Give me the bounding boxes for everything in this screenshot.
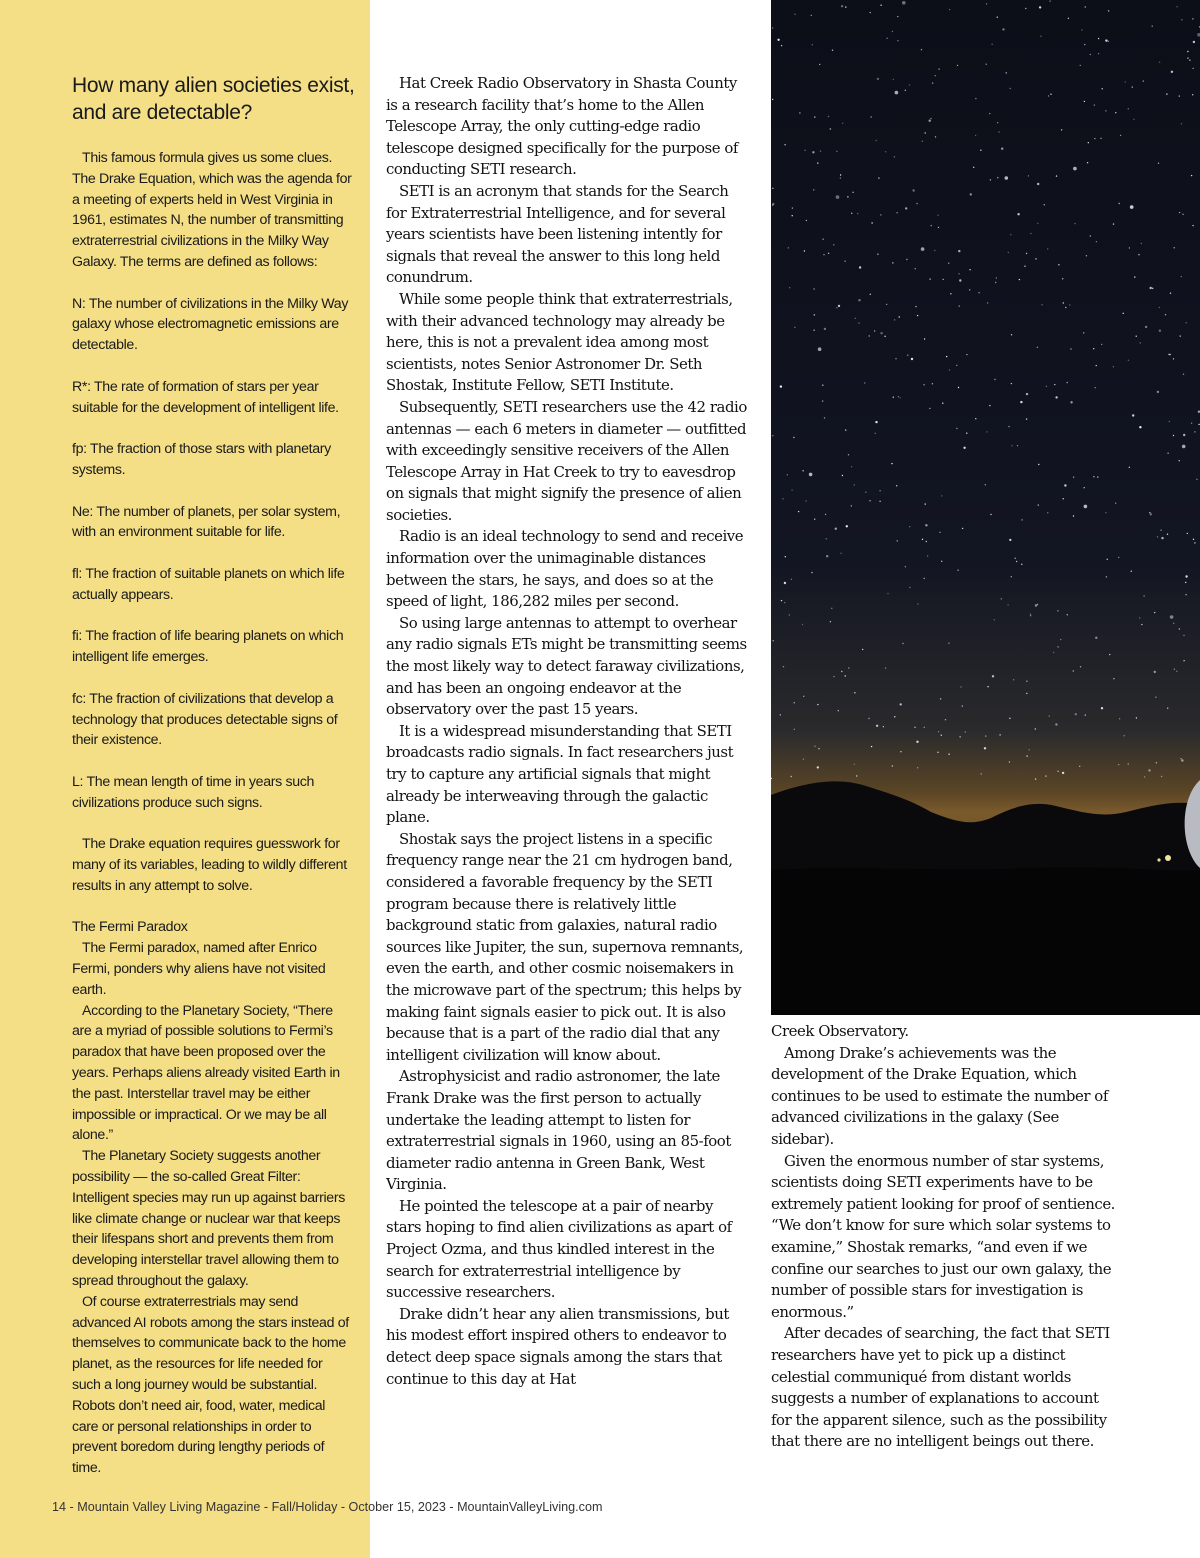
sidebar-body xyxy=(72,148,352,1479)
term-fc: fc: The fraction of civilizations that develop a technology that produces detectable signs of their existence. xyxy=(72,690,338,749)
night-sky-photo xyxy=(771,0,1200,1015)
fermi-heading: The Fermi Paradox xyxy=(72,919,188,936)
sidebar-title: How many alien societies exist, and are detectable? xyxy=(72,74,355,124)
article-paragraph: Radio is an ideal technology to send and receive information over the unimaginable distances between the stars, he says, and does so at the speed of light, 186,282 miles per second. xyxy=(386,527,744,611)
article-paragraph: Creek Observatory. xyxy=(771,1022,909,1040)
article-paragraph: Shostak says the project listens in a specific frequency range near the 21 cm hydrogen band, considered a favorable frequency by the SETI program because there is relatively little background static from galaxies, natural radio sources like Jupiter, the sun, supernova remnants, even the earth, and other cosmic noisemakers in the microwave part of the spectrum; this helps by making faint signals easier to pick out. It is also because that is a part of the radio dial that any intelligent civilization will know about. xyxy=(386,829,744,1064)
article-paragraph: Drake didn’t hear any alien transmissions, but his modest effort inspired others to endeavor to detect deep space signals among the stars that continue to this day at Hat xyxy=(386,1304,729,1388)
term-fl: fl: The fraction of suitable planets on which life actually appears. xyxy=(72,565,345,603)
article-paragraph: It is a widespread misunderstanding that SETI broadcasts radio signals. In fact researchers just try to capture any artificial signals that might already be interweaving through the galactic plane. xyxy=(386,721,734,827)
article-paragraph: After decades of searching, the fact that SETI researchers have yet to pick up a distinct celestial communiqué from distant worlds suggests a number of explanations to account for the apparent silence, such as the possibility that there are no intelligent beings out there. xyxy=(771,1324,1110,1451)
sidebar-intro: This famous formula gives us some clues. The Drake Equation, which was the agenda for a meeting of experts held in West Virginia in 1961, estimates N, the number of transmitting extraterrestrial civilizations in the Milky Way Galaxy. The terms are defined as follows: xyxy=(72,150,352,270)
term-n: N: The number of civilizations in the Milky Way galaxy whose electromagnetic emissions are detectable. xyxy=(72,295,349,354)
fermi-paragraph: The Fermi paradox, named after Enrico Fermi, ponders why aliens have not visited earth. xyxy=(72,940,326,998)
term-fp: fp: The fraction of those stars with planetary systems. xyxy=(72,441,331,478)
article-paragraph: He pointed the telescope at a pair of nearby stars hoping to find alien civilizations as apart of Project Ozma, and thus kindled interest in the search for extraterrestrial intelligence by successive researchers. xyxy=(386,1196,732,1302)
term-l: L: The mean length of time in years such civilizations produce such signs. xyxy=(72,773,315,811)
page-footer: 14 - Mountain Valley Living Magazine - Fall/Holiday - October 15, 2023 - MountainValleyLiving.com xyxy=(52,1500,603,1514)
article-paragraph: While some people think that extraterrestrials, with their advanced technology may already be here, this is not a prevalent idea among most scientists, notes Senior Astronomer Dr. Seth Shostak, Institute Fellow, SETI Institute. xyxy=(386,289,733,395)
sidebar-guesswork: The Drake equation requires guesswork for many of its variables, leading to wildly different results in any attempt to solve. xyxy=(72,836,347,894)
fermi-paragraph: Of course extraterrestrials may send advanced AI robots among the stars instead of themselves to communicate back to the home planet, as the resources for life needed for such a long journey would be substantial. Robots don’t need air, food, water, medical care or personal relationships in order to prevent boredom during lengthy periods of time. xyxy=(72,1293,349,1477)
term-fi: fi: The fraction of life bearing planets on which intelligent life emerges. xyxy=(72,628,344,666)
fermi-paragraph: The Planetary Society suggests another possibility — the so-called Great Filter: Intelligent species may run up against barriers like climate change or nuclear war that keeps their lifespans short and prevents them from developing interstellar travel allowing them to spread throughout the galaxy. xyxy=(72,1148,345,1290)
night-sky-illustration xyxy=(771,0,1200,1015)
article-paragraph: Subsequently, SETI researchers use the 42 radio antennas — each 6 meters in diameter — outfitted with exceedingly sensitive receivers of the Allen Telescope Array in Hat Creek to try to eavesdrop on signals that might signify the presence of alien societies. xyxy=(386,397,747,524)
article-column-main xyxy=(386,73,750,1390)
article-paragraph: Given the enormous number of star systems, scientists doing SETI experiments have to be extremely patient looking for proof of sentience. “We don’t know for sure which solar systems to examine,” Shostak remarks, “and even if we confine our searches to just our own galaxy, the number of possible stars for investigation is enormous.” xyxy=(771,1151,1115,1321)
article-paragraph: Astrophysicist and radio astronomer, the late Frank Drake was the first person to actually undertake the leading attempt to listen for extraterrestrial signals in 1960, using an 85-foot diameter radio antenna in Green Bank, West Virginia. xyxy=(386,1067,731,1194)
article-paragraph: So using large antennas to attempt to overhear any radio signals ETs might be transmitting seems the most likely way to detect faraway civilizations, and has been an ongoing endeavor at the observatory over the past 15 years. xyxy=(386,613,747,719)
article-paragraph: Hat Creek Radio Observatory in Shasta County is a research facility that’s home to the Allen Telescope Array, the only cutting-edge radio telescope designed specifically for the purpose of conducting SETI research. xyxy=(386,74,738,179)
article-paragraph: SETI is an acronym that stands for the Search for Extraterrestrial Intelligence, and for several years scientists have been listening intently for signals that reveal the answer to this long held conundrum. xyxy=(386,181,729,287)
fermi-paragraph: According to the Planetary Society, “There are a myriad of possible solutions to Fermi’s paradox that have been proposed over the years. Perhaps aliens already visited Earth in the past. Interstellar travel may be either impossible or impractical. Or we may be all alone.” xyxy=(72,1002,340,1144)
drake-equation-sidebar xyxy=(0,0,370,1558)
article-paragraph: Among Drake’s achievements was the development of the Drake Equation, which continues to be used to estimate the number of advanced civilizations in the galaxy (See sidebar). xyxy=(771,1043,1108,1148)
term-ne: Ne: The number of planets, per solar system, with an environment suitable for life. xyxy=(72,503,341,541)
article-column-right xyxy=(771,1021,1123,1453)
term-r-star: R*: The rate of formation of stars per year suitable for the development of intelligent life. xyxy=(72,378,339,416)
